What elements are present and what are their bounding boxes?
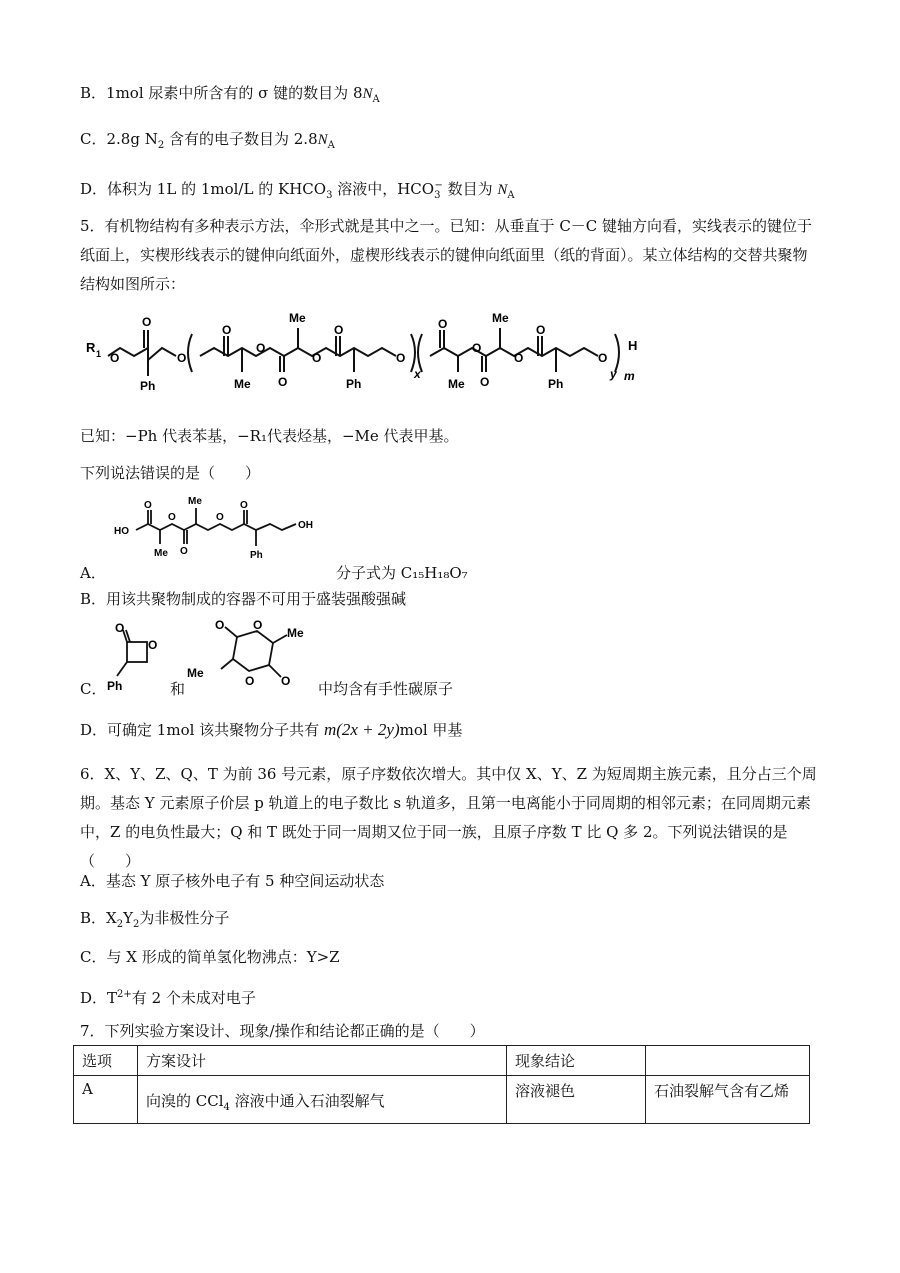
- svg-text:O: O: [180, 546, 188, 557]
- svg-text:O: O: [278, 375, 288, 389]
- svg-text:O: O: [115, 621, 125, 635]
- svg-text:Me: Me: [188, 496, 202, 507]
- experiment-table: [73, 1045, 810, 1124]
- svg-text:O: O: [281, 674, 291, 688]
- svg-text:Ph: Ph: [548, 377, 564, 391]
- svg-text:Me: Me: [234, 377, 251, 391]
- option-a-molecule: [110, 490, 340, 570]
- q4-option-c: C．2.8g $N_2$ 含有的电子数目为 $2.8N_A$: [80, 130, 335, 151]
- svg-text:H: H: [628, 338, 638, 353]
- q7-stem: 7．下列实验方案设计、现象/操作和结论都正确的是（ ）: [80, 1022, 485, 1040]
- svg-text:Ph: Ph: [346, 377, 362, 391]
- svg-text:Me: Me: [492, 311, 509, 325]
- svg-text:Ph: Ph: [107, 679, 123, 693]
- svg-text:x: x: [414, 367, 421, 381]
- svg-text:O: O: [240, 500, 248, 511]
- table-header-row: [74, 1046, 810, 1076]
- svg-text:Me: Me: [154, 548, 168, 559]
- svg-text:y: y: [610, 367, 617, 381]
- svg-text:O: O: [110, 351, 120, 365]
- q5-note: 已知：−Ph 代表苯基，−R₁代表烃基，−Me 代表甲基。: [80, 427, 459, 445]
- svg-text:O: O: [438, 317, 448, 331]
- svg-text:O: O: [536, 323, 546, 337]
- svg-text:O: O: [148, 638, 158, 652]
- svg-text:O: O: [177, 351, 187, 365]
- svg-text:O: O: [222, 323, 232, 337]
- svg-text:Me: Me: [187, 666, 204, 680]
- q5-option-a-text: 分子式为 C₁₅H₁₈O₇: [336, 564, 468, 582]
- svg-text:O: O: [472, 341, 482, 355]
- svg-text:O: O: [253, 618, 263, 632]
- svg-text:Ph: Ph: [250, 550, 263, 561]
- svg-text:Me: Me: [289, 311, 306, 325]
- svg-text:Me: Me: [448, 377, 465, 391]
- q6-stem: 6．X、Y、Z、Q、T 为前 36 号元素，原子序数依次增大。其中仅 X、Y、Z 为短周期主族元素，且分占三个周期。基态 Y 元素原子价层 p 轨道上的电子数比 s 轨道多，且第一电离能小于同周期的相邻元素；在同周期元素中，Z 的电负性最大；Q 和 T 既处于同一周期又位于同一族，且原子序数 T 比 Q 多 2。下列说法错误的是（ ）: [80, 765, 817, 870]
- header-result: 现象结论: [507, 1046, 646, 1076]
- q6-option-d: D．$T^{2+}$有 2 个未成对电子: [80, 989, 256, 1007]
- q5-stem: 5．有机物结构有多种表示方法，伞形式就是其中之一。已知：从垂直于 C－C 键轴方向看，实线表示的键位于纸面上，实楔形线表示的键伸向纸面外，虚楔形线表示的键伸向纸面里（纸的背面）。某立体结构的交替共聚物结构如图所示：: [80, 217, 813, 293]
- table-row: [74, 1076, 810, 1124]
- svg-text:O: O: [245, 674, 255, 688]
- svg-text:O: O: [396, 351, 406, 365]
- q5-option-d: D．可确定 1mol 该共聚物分子共有 m(2x + 2y)mol 甲基: [80, 720, 463, 739]
- svg-text:O: O: [215, 618, 225, 632]
- svg-text:Me: Me: [287, 626, 304, 640]
- q5-question: 下列说法错误的是（ ）: [80, 464, 261, 482]
- svg-text:O: O: [168, 512, 176, 523]
- svg-text:O: O: [598, 351, 608, 365]
- q5-option-c-label: C．: [80, 680, 107, 698]
- svg-text:O: O: [334, 323, 344, 337]
- q5-option-c-and: 和: [170, 680, 186, 698]
- q4-option-b: B．1mol 尿素中所含有的 σ 键的数目为 $8N_A$: [80, 84, 380, 105]
- svg-text:R: R: [86, 340, 96, 355]
- svg-text:O: O: [142, 315, 152, 329]
- copolymer-structure: [80, 300, 670, 400]
- q5-option-c-text: 中均含有手性碳原子: [318, 680, 454, 698]
- svg-text:m: m: [624, 369, 635, 383]
- svg-text:OH: OH: [298, 520, 313, 531]
- q6-option-a: A．基态 Y 原子核外电子有 5 种空间运动状态: [80, 872, 385, 890]
- svg-text:O: O: [312, 351, 322, 365]
- q5-option-a-label: A．: [80, 564, 106, 582]
- option-c-lactone: [105, 618, 170, 693]
- option-c-lactide: [185, 615, 320, 695]
- svg-text:HO: HO: [114, 526, 129, 537]
- svg-text:O: O: [216, 512, 224, 523]
- row-a-conclusion: 石油裂解气含有乙烯: [646, 1076, 810, 1124]
- svg-text:O: O: [256, 341, 266, 355]
- q6-option-c: C．与 X 形成的简单氢化物沸点：Y>Z: [80, 948, 340, 966]
- row-a-option: A: [74, 1076, 138, 1124]
- q5-option-b: B．用该共聚物制成的容器不可用于盛装强酸强碱: [80, 590, 407, 608]
- svg-text:O: O: [144, 500, 152, 511]
- header-plan: 方案设计: [138, 1046, 507, 1076]
- header-option: 选项: [74, 1046, 138, 1076]
- svg-text:O: O: [480, 375, 490, 389]
- row-a-phenomenon: 溶液褪色: [507, 1076, 646, 1124]
- svg-text:Ph: Ph: [140, 379, 156, 393]
- q6-option-b: B．$X_2Y_2$为非极性分子: [80, 909, 230, 930]
- q4-option-d: D．体积为 1L 的 1mol/L 的 $KHCO_3$ 溶液中，$HCO_3^-$ 数目为 $N_A$: [80, 180, 515, 201]
- header-blank: [646, 1046, 810, 1076]
- row-a-plan: 向溴的 CCl$_4$ 溶液中通入石油裂解气: [138, 1076, 507, 1124]
- svg-text:1: 1: [96, 349, 102, 359]
- svg-text:O: O: [514, 351, 524, 365]
